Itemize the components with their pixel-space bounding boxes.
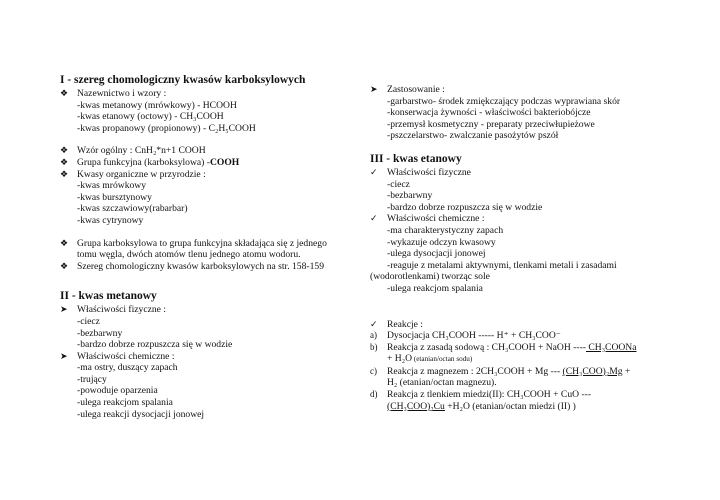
list-item: ✓ Reakcje : [370, 318, 423, 330]
list-subitem: -bardzo dobrze rozpuszcza się w wodzie [77, 339, 233, 351]
list-subitem: -ulega reakcjom spalania [77, 397, 173, 409]
list-subitem: -kwas szczawiowy(rabarbar) [77, 203, 188, 215]
arrow-bullet-icon: ➤ [60, 304, 68, 315]
list-item: ❖ Grupa funkcyjna (karboksylowa) -COOH [60, 156, 240, 168]
list-subitem: -ulega reakcjom spalania [387, 282, 483, 294]
list-subitem: -ulega reakcji dysocjacji jonowej [77, 408, 205, 420]
diamond-bullet-icon: ❖ [60, 260, 69, 271]
checkmark-bullet-icon: ✓ [370, 213, 378, 224]
diamond-bullet-icon: ❖ [60, 156, 69, 167]
list-subitem: -reaguje z metalami aktywnymi, tlenkami metali i zasadami [387, 259, 617, 271]
list-item: ❖ Nazewnictwo i wzory : [60, 88, 167, 99]
diamond-bullet-icon: ❖ [60, 145, 69, 156]
list-item: ➤ Właściwości fizyczne : [60, 304, 166, 316]
list-subitem: -bezbarwny [387, 190, 433, 202]
list-subitem: -kwas cytrynowy [77, 214, 144, 226]
section-heading-methanoic-acid: II - kwas metanowy [60, 290, 157, 303]
checkmark-bullet-icon: ✓ [370, 166, 378, 177]
left-column [60, 74, 360, 420]
diamond-bullet-icon: ❖ [60, 168, 69, 179]
arrow-bullet-icon: ➤ [60, 350, 68, 361]
list-subitem: -kwas metanowy (mrówkowy) - HCOOH [77, 99, 237, 111]
list-item: ➤ Właściwości chemiczne : [60, 350, 175, 362]
diamond-bullet-icon: ❖ [60, 237, 69, 248]
list-subitem-continuation: (wodorotlenkami) tworząc sole [370, 271, 490, 283]
reaction-item-continuation: + H₂O (etanian/octan sodu) [387, 353, 473, 365]
list-subitem: -kwas propanowy (propionowy) - C₂H₅COOH [77, 122, 256, 134]
diamond-bullet-icon: ❖ [60, 88, 69, 98]
reaction-item-continuation: H₂ (etanian/octan magnezu). [387, 377, 497, 389]
list-subitem: -ma ostry, duszący zapach [77, 362, 178, 374]
section-heading-ethanoic-acid: III - kwas etanowy [370, 152, 462, 165]
list-subitem: -przemysł kosmetyczny - preparaty przeciwłupieżowe [387, 118, 595, 130]
reaction-item: c) Reakcja z magnezem : 2CH₃COOH + Mg --- (CH₃COO)₂Mg + [370, 365, 631, 377]
list-subitem: -ciecz [387, 178, 410, 190]
section-heading-homologous-series: I - szereg chomologiczny kwasów karboksylowych [60, 74, 306, 86]
list-item: ✓ Właściwości chemiczne : [370, 213, 485, 225]
list-subitem: -trujący [77, 373, 107, 385]
list-subitem: -kwas etanowy (octowy) - CH₃COOH [77, 111, 224, 123]
reaction-item: a) Dysocjacja CH₃COOH ----- H⁺ + CH₃COO⁻ [370, 330, 561, 342]
list-item: ➤ Zastosowanie : [370, 84, 445, 95]
list-subitem: -wykazuje odczyn kwasowy [387, 236, 496, 248]
list-subitem: -konserwacja żywności - właściwości bakteriobójcze [387, 107, 591, 119]
list-subitem: -kwas mrówkowy [77, 180, 147, 192]
reaction-item: b) Reakcja z zasadą sodową : CH₃COOH + NaOH ---- CH₃COONa [370, 341, 637, 353]
right-column [370, 84, 670, 412]
list-item: ❖ Wzór ogólny : CnH₂*n+1 COOH [60, 145, 206, 157]
list-subitem: -ulega dysocjacji jonowej [387, 248, 486, 260]
list-subitem: -bezbarwny [77, 327, 123, 339]
list-item-continuation: tomu węgla, dwóch atomów tlenu jednego atomu wodoru. [77, 249, 301, 261]
list-item: ❖ Grupa karboksylowa to grupa funkcyjna składająca się z jednego [60, 237, 327, 249]
list-subitem: -garbarstwo- środek zmiękczający podczas wyprawiana skór [387, 95, 621, 107]
list-item: ❖ Szereg chomologiczny kwasów karboksylowych na str. 158-159 [60, 260, 324, 272]
arrow-bullet-icon: ➤ [370, 84, 378, 94]
reaction-item: d) Reakcja z tlenkiem miedzi(II): CH₃COOH + CuO --- [370, 389, 592, 401]
list-subitem: -powoduje oparzenia [77, 385, 158, 397]
list-subitem: -kwas bursztynowy [77, 191, 152, 203]
list-item: ✓ Właściwości fizyczne [370, 166, 471, 178]
list-subitem: -bardzo dobrze rozpuszcza się w wodzie [387, 201, 543, 213]
list-subitem: -ciecz [77, 315, 100, 327]
list-item: ❖ Kwasy organiczne w przyrodzie : [60, 168, 206, 180]
checkmark-bullet-icon: ✓ [370, 318, 378, 329]
reaction-item-continuation: (CH₃COO)₂Cu +H₂O (etanian/octan miedzi (II) ) [387, 400, 576, 412]
list-subitem: -ma charakterystyczny zapach [387, 224, 504, 236]
list-subitem: -pszczelarstwo- zwalczanie pasożytów pszół [387, 130, 559, 142]
